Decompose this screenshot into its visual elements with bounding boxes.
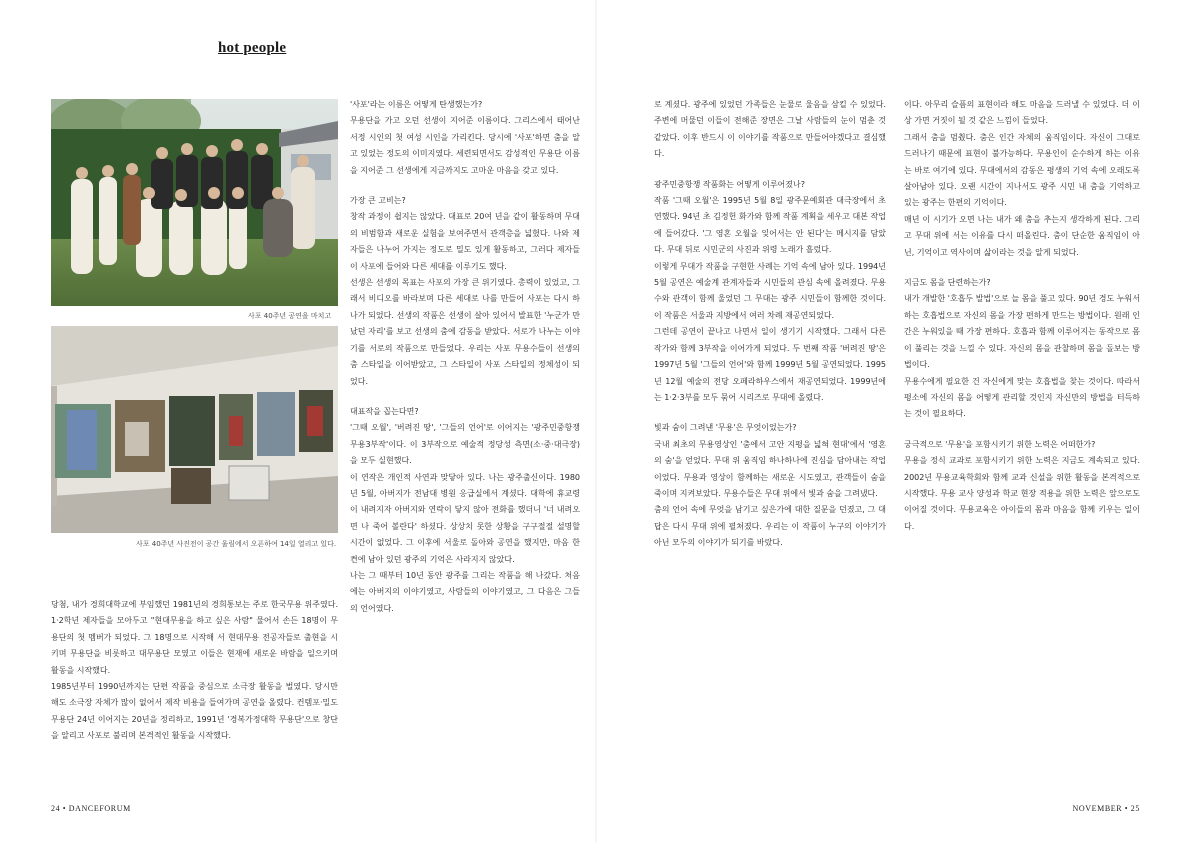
question-heading: 빛과 숨이 그려낸 '무용'은 무엇이었는가? xyxy=(654,423,797,433)
text-column-3 xyxy=(654,97,886,783)
paragraph: 당첨, 내가 경희대학교에 부임했던 1981년의 경희통보는 주로 한국무용 위주였다. 1·2학년 제자들을 모아두고 "현대무용을 하고 싶은 사람" 물어서 손든 18명이 무용단의 첫 멤버가 되었다. 그 18명으로 시작해 서 현대무용 전공자들로 출현을 시키며 무용단을 비롯하고 대무용단 모였고 이들은 현재에 새로운 바람을 일으키며 활동을 시작했다. xyxy=(51,600,338,675)
paragraph: 이렇게 무대가 작품을 구현한 사례는 기억 속에 남아 있다. 1994년 5월 공연은 예술계 관계자들과 시민들의 관심 속에 올려졌다. 무용수와 관객이 함께 울었던 그 무대는 광주 시민들이 함께한 것이다. 이 작품은 서울과 지방에서 여러 차례 재공연되었다. xyxy=(654,261,886,320)
question-heading: 대표작을 꼽는다면? xyxy=(350,406,419,416)
question-heading: 광주민중항쟁 작품화는 어떻게 이루어졌나? xyxy=(654,179,805,189)
paragraph: 매년 이 시기가 오면 나는 내가 왜 춤을 추는지 생각하게 된다. 그리고 무대 위에 서는 이유를 다시 떠올린다. 춤이 단순한 움직임이 아닌, 기억이고 역사이며 삶이라는 것을 알게 되었다. xyxy=(904,214,1140,257)
paragraph: 무용을 정식 교과로 포함시키기 위한 노력은 지금도 계속되고 있다. 2002년 무용교육학회와 함께 교과 신설을 위한 활동을 본격적으로 시작했다. 무용 교사 양성과 학교 현장 적용을 위한 노력은 앞으로도 이어질 것이다. 무용교육은 아이들의 몸과 마음을 함께 키우는 일이다. xyxy=(904,456,1140,531)
question-heading: 궁극적으로 '무용'을 포함시키기 위한 노력은 어떠한가? xyxy=(904,439,1096,449)
footer-left: 24 • DANCEFORUM xyxy=(51,804,131,813)
paragraph: 무용단을 가고 오던 선생이 지어준 이름이다. 그리스에서 태어난 서정 시인의 첫 여성 시인을 가리킨다. 당시에 '사포'하면 춤을 알고 있었는 정도의 이미지였다. 세련되면서도 감성적인 무용단 이름을 지어준 그 선생에게 지금까지도 고마운 마음을 갖고 있다. xyxy=(350,116,580,175)
question-heading: '사포'라는 이름은 어떻게 탄생했는가? xyxy=(350,100,483,109)
footer-right: NOVEMBER • 25 xyxy=(1072,804,1140,813)
paragraph: 국내 최초의 무용영상인 '춤에서 고안 지평을 넓혀 현대'에서 '영혼의 숨'을 얻었다. 무대 위 움직임 하나하나에 진심을 담아내는 작업이었다. 무용과 영상이 함께하는 새로운 시도였고, 관객들이 숨을 죽이며 지켜보았다. 무용수들은 무대 위에서 빛과 숨을 그려냈다. xyxy=(654,439,886,498)
page-fold xyxy=(595,0,597,842)
question-heading: 가장 큰 고비는? xyxy=(350,196,406,206)
paragraph: '그때 오월', '버려진 땅', '그들의 언어'로 이어지는 '광주민중항쟁 무용3부작'이다. 이 3부작으로 예술적 정당성 측면(소·중·대극장)을 모두 실현했다. xyxy=(350,423,580,466)
group-photo xyxy=(51,99,338,306)
paragraph: 로 계셨다. 광주에 있었던 가족들은 눈물로 울음을 삼킬 수 있었다. 주변에 머물던 이들이 전해준 장면은 그날 사람들의 눈이 멈춘 것 같았다. 이후 반드시 이 이야기를 작품으로 만들어야겠다고 결심했다. xyxy=(654,100,886,159)
question-heading: 지금도 몸을 단련하는가? xyxy=(904,278,991,288)
paragraph: 선생은 선생의 목표는 사포의 가장 큰 위기였다. 총력이 있었고, 그래서 비디오를 바라보며 다른 세대로 나를 만들어 사포는 다시 하나가 되었다. 선생의 작품은 선생이 살아 있어서 발표한 '누군가 만났던 자리'를 보고 선생의 춤에 감동을 받았다. 서로가 나누는 이야기를 서로의 작품으로 만들었다. 우리는 사포 무용수들이 선생의 춤 스타일을 이어받았고, 그 스타일이 사포 스타일의 정체성이 되었다. xyxy=(350,278,580,386)
paragraph: 나는 그 때부터 10년 동안 광주를 그리는 작품을 해 나갔다. 처음에는 아버지의 이야기였고, 사람들의 이야기였고, 그 다음은 그들의 언어였다. xyxy=(350,570,580,613)
text-column-2 xyxy=(350,97,580,783)
paragraph: 그런데 공연이 끝나고 나면서 일이 생기기 시작했다. 그래서 다른 작가와 함께 3부작을 이어가게 되었다. 두 번째 작품 '버려진 땅'은 1997년 5월 '그들의 언어'와 함께 1999년 5월 공연되었다. 1995년 12월 예술의 전당 오페라하우스에서 재공연되었다. 1999년에는 1·2·3부를 모두 묶어 시리즈로 무대에 올렸다. xyxy=(654,327,886,402)
paragraph: 무용수에게 필요한 건 자신에게 맞는 호흡법을 찾는 것이다. 따라서 평소에 자신의 몸을 어떻게 관리할 것인지 자신만의 방법을 터득하는 것이 필요하다. xyxy=(904,376,1140,419)
paragraph: 춤의 언어 속에 무엇을 남기고 싶은가에 대한 질문을 던졌고, 그 대답은 다시 무대 위에 펼쳐졌다. 우리는 이 작품이 누구의 이야기가 아닌 모두의 이야기가 되기를 바랐다. xyxy=(654,505,886,548)
gallery-photo xyxy=(51,326,338,533)
paragraph: 1985년부터 1990년까지는 단편 작품을 중심으로 소극장 활동을 벌였다. 당시만 해도 소극장 자체가 많이 없어서 제작 비용을 들여가며 공연을 올렸다. 컨템포·밀도 무용단 24년 이어지는 20년을 정리하고, 1991년 '경복가정대학 무용단'으로 창단을 알리고 사포로 불리며 본격적인 활동을 시작했다. xyxy=(51,682,338,741)
paragraph: 작품 '그때 오월'은 1995년 5월 8일 광주문예회관 대극장에서 초연했다. 94년 초 김정헌 화가와 함께 작품 계획을 세우고 대본 작업에 들어갔다. '그 영혼 오월을 잊어서는 안 된다'는 메시지를 담았다. 무대 뒤로 시민군의 사진과 위령 노래가 흘렀다. xyxy=(654,196,886,255)
paragraph: 내가 개발한 '호흡두 발법'으로 늘 몸을 풀고 있다. 90년 경도 누워서 하는 호흡법으로 자신의 몸을 가장 편하게 만드는 방법이다. 원래 인간은 누워있을 때 가장 편하다. 호흡과 함께 이루어지는 동작으로 몸이 풀리는 것을 느낄 수 있다. 자신의 몸을 관찰하며 몸을 돌보는 방법이다. xyxy=(904,294,1140,370)
text-column-4 xyxy=(904,97,1140,783)
paragraph: 이 연작은 개인적 사연과 맞닿아 있다. 나는 광주출신이다. 1980년 5월, 아버지가 전남대 병원 응급실에서 계셨다. 대학에 휴교령이 내려지자 아버지와 연락이 닿지 않아 전화를 했더니 '너 내려오면 나 죽어 볼란다' 하셨다. 상상치 못한 상황을 구구절절 설명할 시간이 없었다. 그 이후에 서울로 돌아와 공연을 했지만, 마음 한 켠에 남아 있던 광주의 기억은 사라지지 않았다. xyxy=(350,472,580,564)
text-column-1 xyxy=(51,597,338,762)
section-title: hot people xyxy=(218,40,287,56)
paragraph: 이다. 아무리 슬픔의 표현이라 해도 마음을 드러낼 수 있었다. 더 이상 가면 거짓이 될 것 같은 느낌이 들었다. xyxy=(904,100,1140,126)
paragraph: 그래서 춤을 멈췄다. 춤은 인간 자체의 움직임이다. 자신이 그대로 드러나기 때문에 표현이 불가능하다. 무용인이 순수하게 하는 이유는 바로 여기에 있다. 무대에서의 감동은 평생의 기억 속에 오래도록 살아남아 있다. 오랜 시간이 지나서도 광주 시민 내 춤을 기억하고 있는 광주는 한편의 기억이다. xyxy=(904,132,1140,208)
paragraph: 창작 과정이 쉽지는 않았다. 대표로 20여 년을 같이 활동하며 무대의 비범함과 새로운 실험을 보여주면서 관객층을 넓혔다. 나와 제자들은 나누어 가지는 정도로 밀도 있게 활동하고, 그러다 제자들이 사포에 들어와 다른 세대를 이루기도 했다. xyxy=(350,212,580,271)
photo-caption-1: 사포 40주년 공연을 마치고 xyxy=(248,312,332,320)
photo-caption-2: 사포 40주년 사진전이 공간 울림에서 오픈하여 14일 열리고 있다. xyxy=(136,540,337,548)
